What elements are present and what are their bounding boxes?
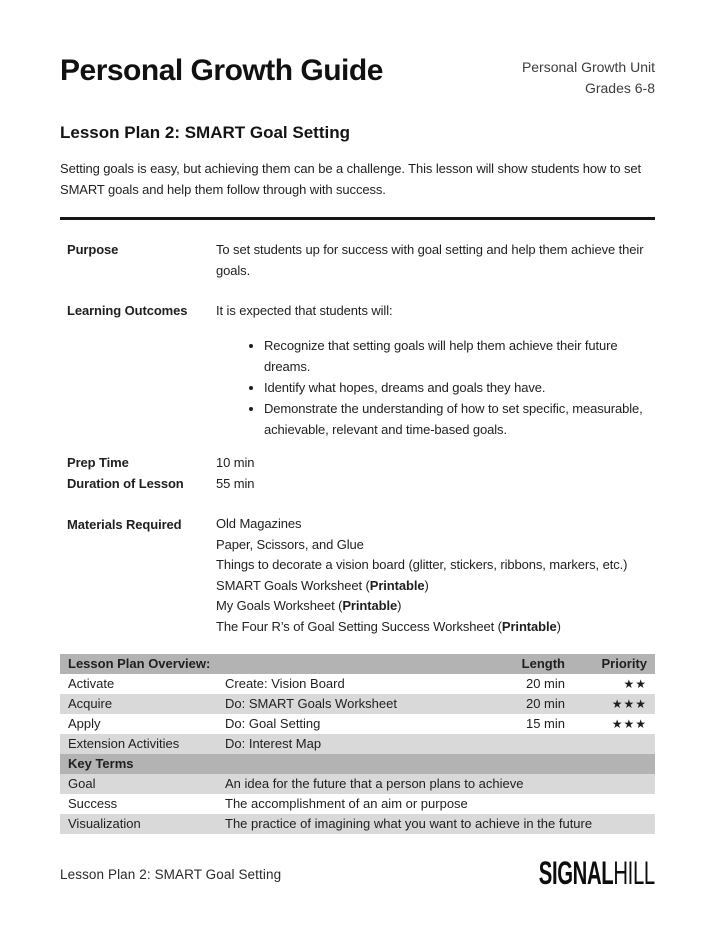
material-item: The Four R’s of Goal Setting Success Worksheet (Printable) xyxy=(216,618,561,634)
prep-time-row xyxy=(60,452,655,473)
priority-stars: ★★★ xyxy=(611,717,647,731)
table-row xyxy=(60,694,655,714)
outcome-item: • Recognize that setting goals will help them achieve their future dreams. xyxy=(264,335,652,377)
learning-outcomes-list xyxy=(250,335,652,440)
term-cell: Success xyxy=(68,796,118,811)
activity-cell: Do: Goal Setting xyxy=(225,716,321,731)
table-header-row xyxy=(60,654,655,674)
lesson-title: Lesson Plan 2: SMART Goal Setting xyxy=(60,123,350,142)
section-divider xyxy=(60,217,655,220)
column-header-length: Length xyxy=(521,656,565,671)
material-item: Things to decorate a vision board (glitter, stickers, ribbons, markers, etc.) xyxy=(216,557,628,572)
material-item: Paper, Scissors, and Glue xyxy=(216,536,364,552)
logo-signal: SIGNAL xyxy=(538,856,614,892)
learning-outcomes-intro: It is expected that students will: xyxy=(216,303,393,318)
column-header-priority: Priority xyxy=(601,656,647,671)
phase-cell: Acquire xyxy=(68,696,113,711)
table-row xyxy=(60,714,655,734)
prep-time-label: Prep Time xyxy=(67,455,129,470)
phase-cell: Activate xyxy=(68,676,115,691)
term-cell: Visualization xyxy=(68,816,141,831)
phase-cell: Apply xyxy=(68,716,101,731)
activity-cell: Do: Interest Map xyxy=(225,736,322,751)
duration-row xyxy=(60,473,655,494)
duration-value: 55 min xyxy=(216,476,255,491)
page-footer xyxy=(60,858,655,891)
signalhill-logo xyxy=(539,856,655,893)
unit-name: Personal Growth Unit xyxy=(521,59,655,75)
key-term-row xyxy=(60,774,655,794)
purpose-text: To set students up for success with goal setting and help them achieve their goals. xyxy=(216,242,644,278)
unit-grades: Grades 6-8 xyxy=(584,80,655,96)
footer-lesson-title: Lesson Plan 2: SMART Goal Setting xyxy=(60,867,282,882)
priority-stars: ★★★ xyxy=(611,697,647,711)
material-item: SMART Goals Worksheet (Printable) xyxy=(216,577,429,593)
learning-outcomes-row xyxy=(60,300,655,321)
purpose-label: Purpose xyxy=(67,242,119,257)
key-terms-header-row xyxy=(60,754,655,774)
definition-cell: An idea for the future that a person plans to achieve xyxy=(225,776,524,791)
lesson-intro: Setting goals is easy, but achieving them can be a challenge. This lesson will show students how to set SMART goals and help them follow through with success. xyxy=(60,161,642,197)
material-item: Old Magazines xyxy=(216,516,302,531)
materials-row xyxy=(60,514,655,637)
logo-hill: HILL xyxy=(613,856,655,892)
duration-label: Duration of Lesson xyxy=(67,476,184,491)
lesson-plan-overview-table xyxy=(60,654,655,834)
phase-cell: Extension Activities xyxy=(68,736,180,751)
purpose-row xyxy=(60,239,655,281)
prep-time-value: 10 min xyxy=(216,455,255,470)
definition-cell: The practice of imagining what you want to achieve in the future xyxy=(225,816,593,831)
activity-cell: Do: SMART Goals Worksheet xyxy=(225,696,397,711)
key-term-row xyxy=(60,794,655,814)
table-row xyxy=(60,734,655,754)
document-title: Personal Growth Guide xyxy=(60,54,383,87)
table-header-title: Lesson Plan Overview: xyxy=(68,656,211,671)
learning-outcomes-label: Learning Outcomes xyxy=(67,303,188,318)
length-cell: 20 min xyxy=(525,696,565,711)
activity-cell: Create: Vision Board xyxy=(225,676,345,691)
key-term-row xyxy=(60,814,655,834)
outcome-item: • Demonstrate the understanding of how to set specific, measurable, achievable, relevant and time-based goals. xyxy=(264,398,652,440)
priority-stars: ★★ xyxy=(623,677,647,691)
length-cell: 20 min xyxy=(525,676,565,691)
key-terms-header: Key Terms xyxy=(68,756,134,771)
length-cell: 15 min xyxy=(525,716,565,731)
document-header xyxy=(60,54,655,99)
table-row xyxy=(60,674,655,694)
definition-cell: The accomplishment of an aim or purpose xyxy=(225,796,468,811)
material-item: My Goals Worksheet (Printable) xyxy=(216,598,402,613)
term-cell: Goal xyxy=(68,776,96,791)
unit-info xyxy=(522,54,655,99)
materials-label: Materials Required xyxy=(67,517,182,532)
outcome-item: • Identify what hopes, dreams and goals they have. xyxy=(264,377,652,398)
materials-list xyxy=(216,514,655,637)
